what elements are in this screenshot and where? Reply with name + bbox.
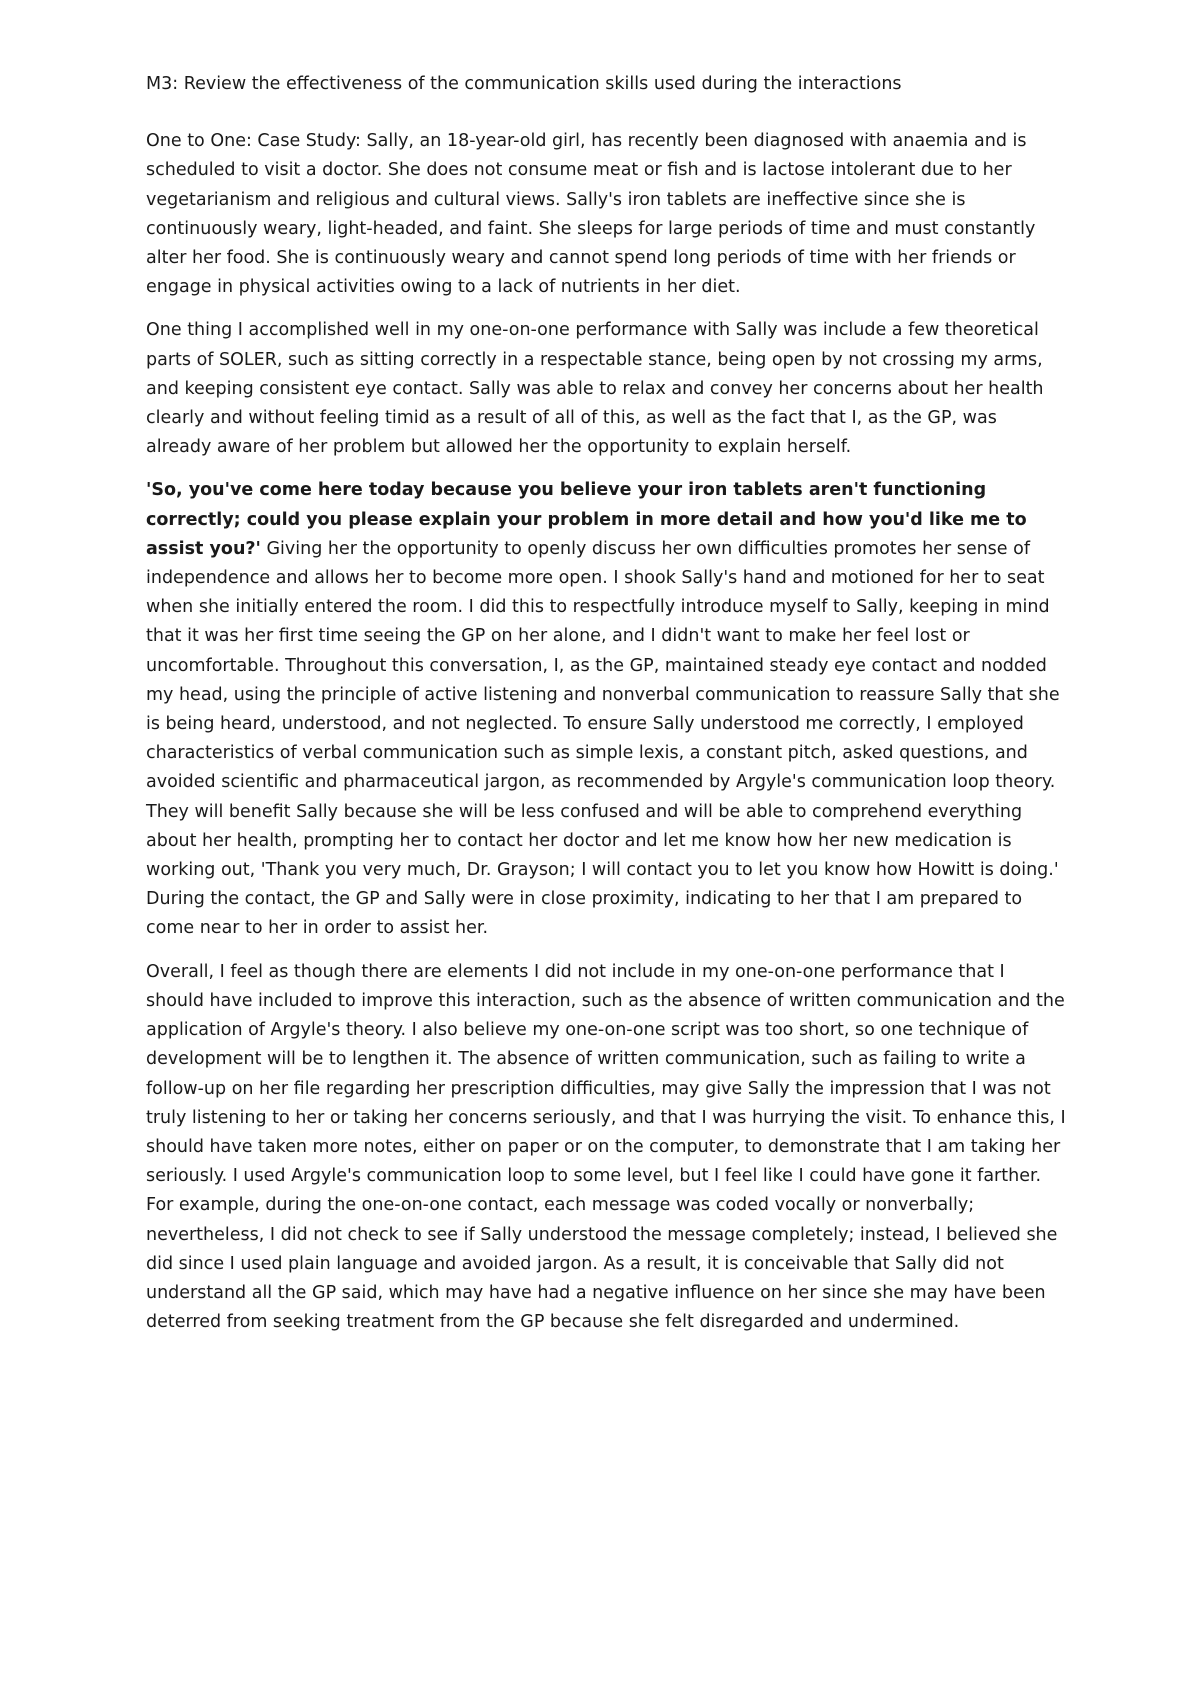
improvements-paragraph: Overall, I feel as though there are elements I did not include in my one-on-one performance that I should have included to improve this interaction, such as the absence of written communication and the application of Argyle's theory. I also believe my one-on-one script was too short, so one technique of development will be to lengthen it. The absence of written communication, such as failing to write a follow-up on her file regarding her prescription difficulties, may give Sally the impression that I was not truly listening to her or taking her concerns seriously, and that I was hurrying the visit. To enhance this, I should have taken more notes, either on paper or on the computer, to demonstrate that I am taking her seriously. I used Argyle's communication loop to some level, but I feel like I could have gone it farther. For example, during the one-on-one contact, each message was coded vocally or nonverbally; nevertheless, I did not check to see if Sally understood the message completely; instead, I believed she did since I used plain language and avoided jargon. As a result, it is conceivable that Sally did not understand all the GP said, which may have had a negative influence on her since she may have been deterred from seeking treatment from the GP because she felt disregarded and undermined. (146, 961, 1066, 1333)
document-page (146, 70, 1066, 1351)
dialogue-paragraph-body: Giving her the opportunity to openly discuss her own difficulties promotes her sense of independence and allows her to become more open. I shook Sally's hand and motioned for her to seat when she initially entered the room. I did this to respectfully introduce myself to Sally, keeping in mind that it was her first time seeing the GP on her alone, and I didn't want to make her feel lost or uncomfortable. Throughout this conversation, I, as the GP, maintained steady eye contact and nodded my head, using the principle of active listening and nonverbal communication to reassure Sally that she is being heard, understood, and not neglected. To ensure Sally understood me correctly, I employed characteristics of verbal communication such as simple lexis, a constant pitch, asked questions, and avoided scientific and pharmaceutical jargon, as recommended by Argyle's communication loop theory. They will benefit Sally because she will be less confused and will be able to comprehend everything about her health, prompting her to contact her doctor and let me know how her new medication is working out, 'Thank you very much, Dr. Grayson; I will contact you to let you know how Howitt is doing.' During the contact, the GP and Sally were in close proximity, indicating to her that I am prepared to come near to her in order to assist her. (146, 538, 1060, 939)
document-title: M3: Review the effectiveness of the communication skills used during the interactions (146, 74, 902, 94)
dialogue-paragraph (146, 476, 1066, 943)
case-study-paragraph: One to One: Case Study: Sally, an 18-year-old girl, has recently been diagnosed with anaemia and is scheduled to visit a doctor. She does not consume meat or fish and is lactose intolerant due to her vegetarianism and religious and cultural views. Sally's iron tablets are ineffective since she is continuously weary, light-headed, and faint. She sleeps for large periods of time and must constantly alter her food. She is continuously weary and cannot spend long periods of time with her friends or engage in physical activities owing to a lack of nutrients in her diet. (146, 131, 1036, 298)
gp-quote: 'So, you've come here today because you believe your iron tablets aren't functioning correctly; could you please explain your problem in more detail and how you'd like me to assist you?' (146, 480, 1027, 559)
strengths-paragraph: One thing I accomplished well in my one-on-one performance with Sally was include a few theoretical parts of SOLER, such as sitting correctly in a respectable stance, being open by not crossing my arms, and keeping consistent eye contact. Sally was able to relax and convey her concerns about her health clearly and without feeling timid as a result of all of this, as well as the fact that I, as the GP, was already aware of her problem but allowed her the opportunity to explain herself. (146, 320, 1044, 458)
